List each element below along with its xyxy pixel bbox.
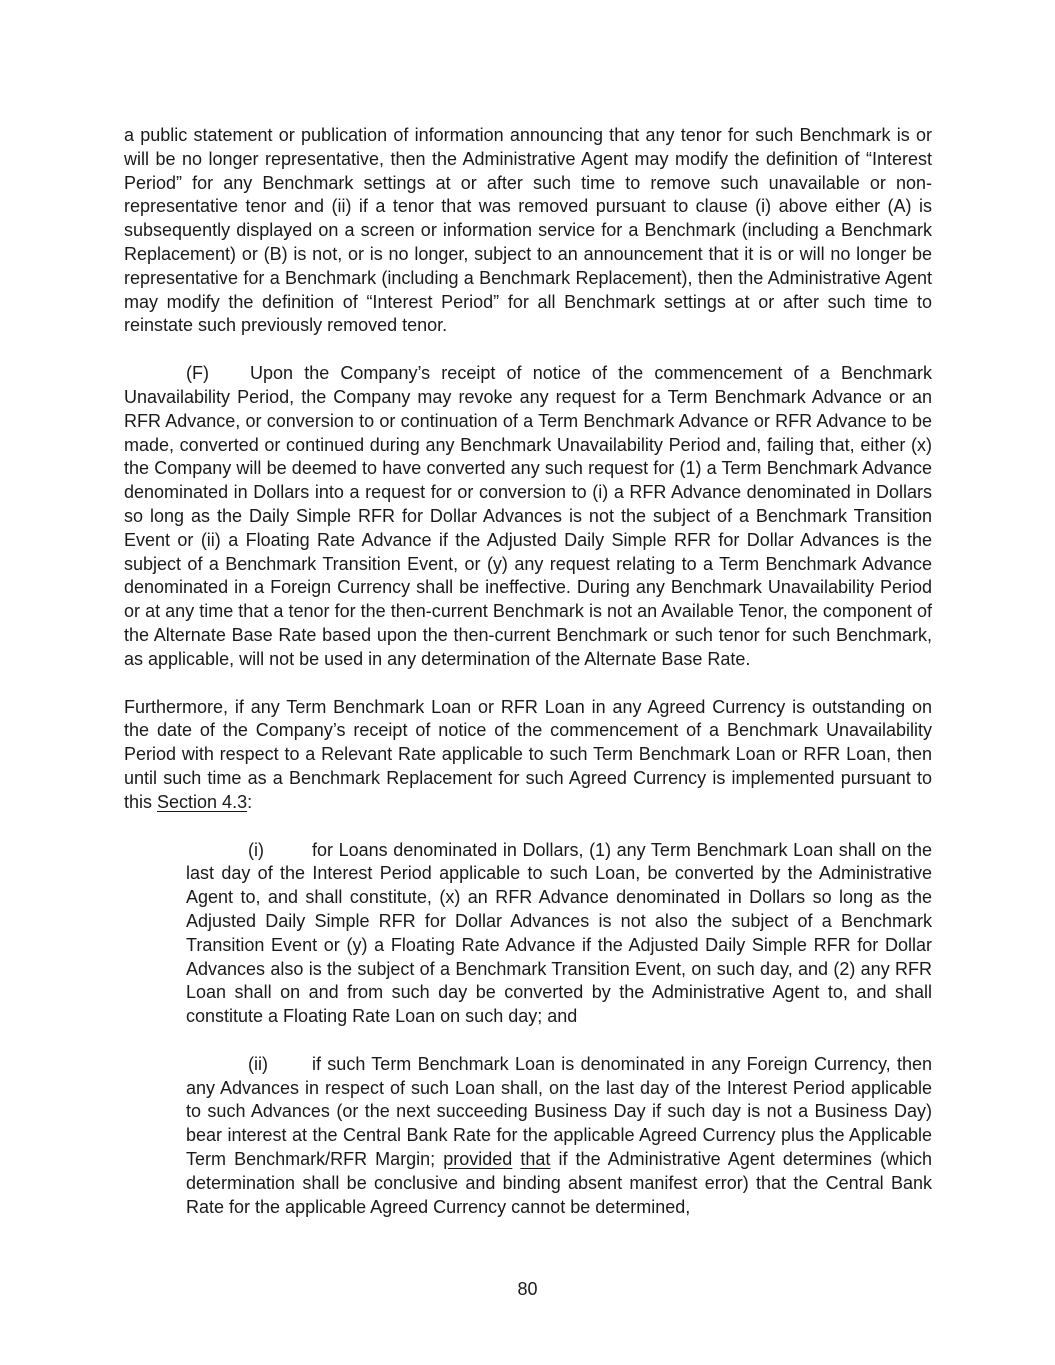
paragraph-intro: a public statement or publication of information announcing that any tenor for such Benchmark is or will be no longer representative, then the Administrative Agent may modify the definition of “Interest Period” for any Benchmark settings at or after such time to remove such unavailable or non-representative tenor and (ii) if a tenor that was removed pursuant to clause (i) above either (A) is subsequently displayed on a screen or information service for a Benchmark (including a Benchmark Replacement) or (B) is not, or is no longer, subject to an announcement that it is or will no longer be representative for a Benchmark (including a Benchmark Replacement), then the Administrative Agent may modify the definition of “Interest Period” for all Benchmark settings at or after such time to reinstate such previously removed tenor. — [124, 125, 932, 336]
paragraph-f — [124, 362, 932, 671]
provided-term: provided — [443, 1149, 513, 1170]
document-page — [124, 124, 932, 1219]
subparagraph-i-text: for Loans denominated in Dollars, (1) any Term Benchmark Loan shall on the last day of the Interest Period applicable to such Loan, be converted by the Administrative Agent to, and shall constitute, (x) an RFR Advance denominated in Dollars so long as the Adjusted Daily Simple RFR for Dollar Advances is not also the subject of a Benchmark Transition Event or (y) a Floating Rate Advance if the Adjusted Daily Simple RFR for Dollar Advances also is the subject of a Benchmark Transition Event, on such day, and (2) any RFR Loan shall on and from such day be converted by the Administrative Agent to, and shall constitute a Floating Rate Loan on such day; and — [186, 839, 932, 1027]
subparagraph-ii-text-before: if such Term Benchmark Loan is denominated in any Foreign Currency, then any Advances in respect of such Loan shall, on the last day of the Interest Period applicable to such Advances (or the next succeeding Business Day if such day is not a Business Day) bear interest at the Central Bank Rate for the applicable Agreed Currency plus the Applicable Term Benchmark/RFR Margin; — [186, 1053, 932, 1170]
page-number: 80 — [517, 1279, 538, 1299]
paragraph-furthermore-text: Furthermore, if any Term Benchmark Loan or RFR Loan in any Agreed Currency is outstanding on the date of the Company’s receipt of notice of the commencement of a Benchmark Unavailability Period with respect to a Relevant Rate applicable to such Term Benchmark Loan or RFR Loan, then until such time as a Benchmark Replacement for such Agreed Currency is implemented pursuant to this — [124, 696, 932, 812]
paragraph-f-label: (F) — [186, 363, 209, 384]
section-reference: Section 4.3 — [157, 791, 248, 812]
paragraph-f-text: Upon the Company’s receipt of notice of the commencement of a Benchmark Unavailability Period, the Company may revoke any request for a Term Benchmark Advance or an RFR Advance, or conversion to or continuation of a Term Benchmark Advance or RFR Advance to be made, converted or continued during any Benchmark Unavailability Period and, failing that, either (x) the Company will be deemed to have converted any such request for (1) a Term Benchmark Advance denominated in Dollars into a request for or conversion to (i) a RFR Advance denominated in Dollars so long as the Daily Simple RFR for Dollar Advances is not the subject of a Benchmark Transition Event or (ii) a Floating Rate Advance if the Adjusted Daily Simple RFR for Dollar Advances is the subject of a Benchmark Transition Event, or (y) any request relating to a Term Benchmark Advance denominated in a Foreign Currency shall be ineffective. During any Benchmark Unavailability Period or at any time that a tenor for the then-current Benchmark is not an Available Tenor, the component of the Alternate Base Rate based upon the then-current Benchmark or such tenor for such Benchmark, as applicable, will not be used in any determination of the Alternate Base Rate. — [124, 363, 932, 669]
that-term: that — [520, 1149, 551, 1170]
subparagraph-ii-label: (ii) — [248, 1053, 268, 1074]
subparagraph-ii — [186, 1053, 932, 1220]
subparagraph-i — [186, 839, 932, 1029]
paragraph-furthermore — [124, 696, 932, 815]
subparagraph-i-label: (i) — [248, 839, 264, 860]
subparagraph-ii-text-after: if the Administrative Agent determines (which determination shall be conclusive and binding absent manifest error) that the Central Bank Rate for the applicable Agreed Currency cannot be determined, — [186, 1149, 932, 1217]
paragraph-furthermore-end: : — [247, 791, 253, 812]
